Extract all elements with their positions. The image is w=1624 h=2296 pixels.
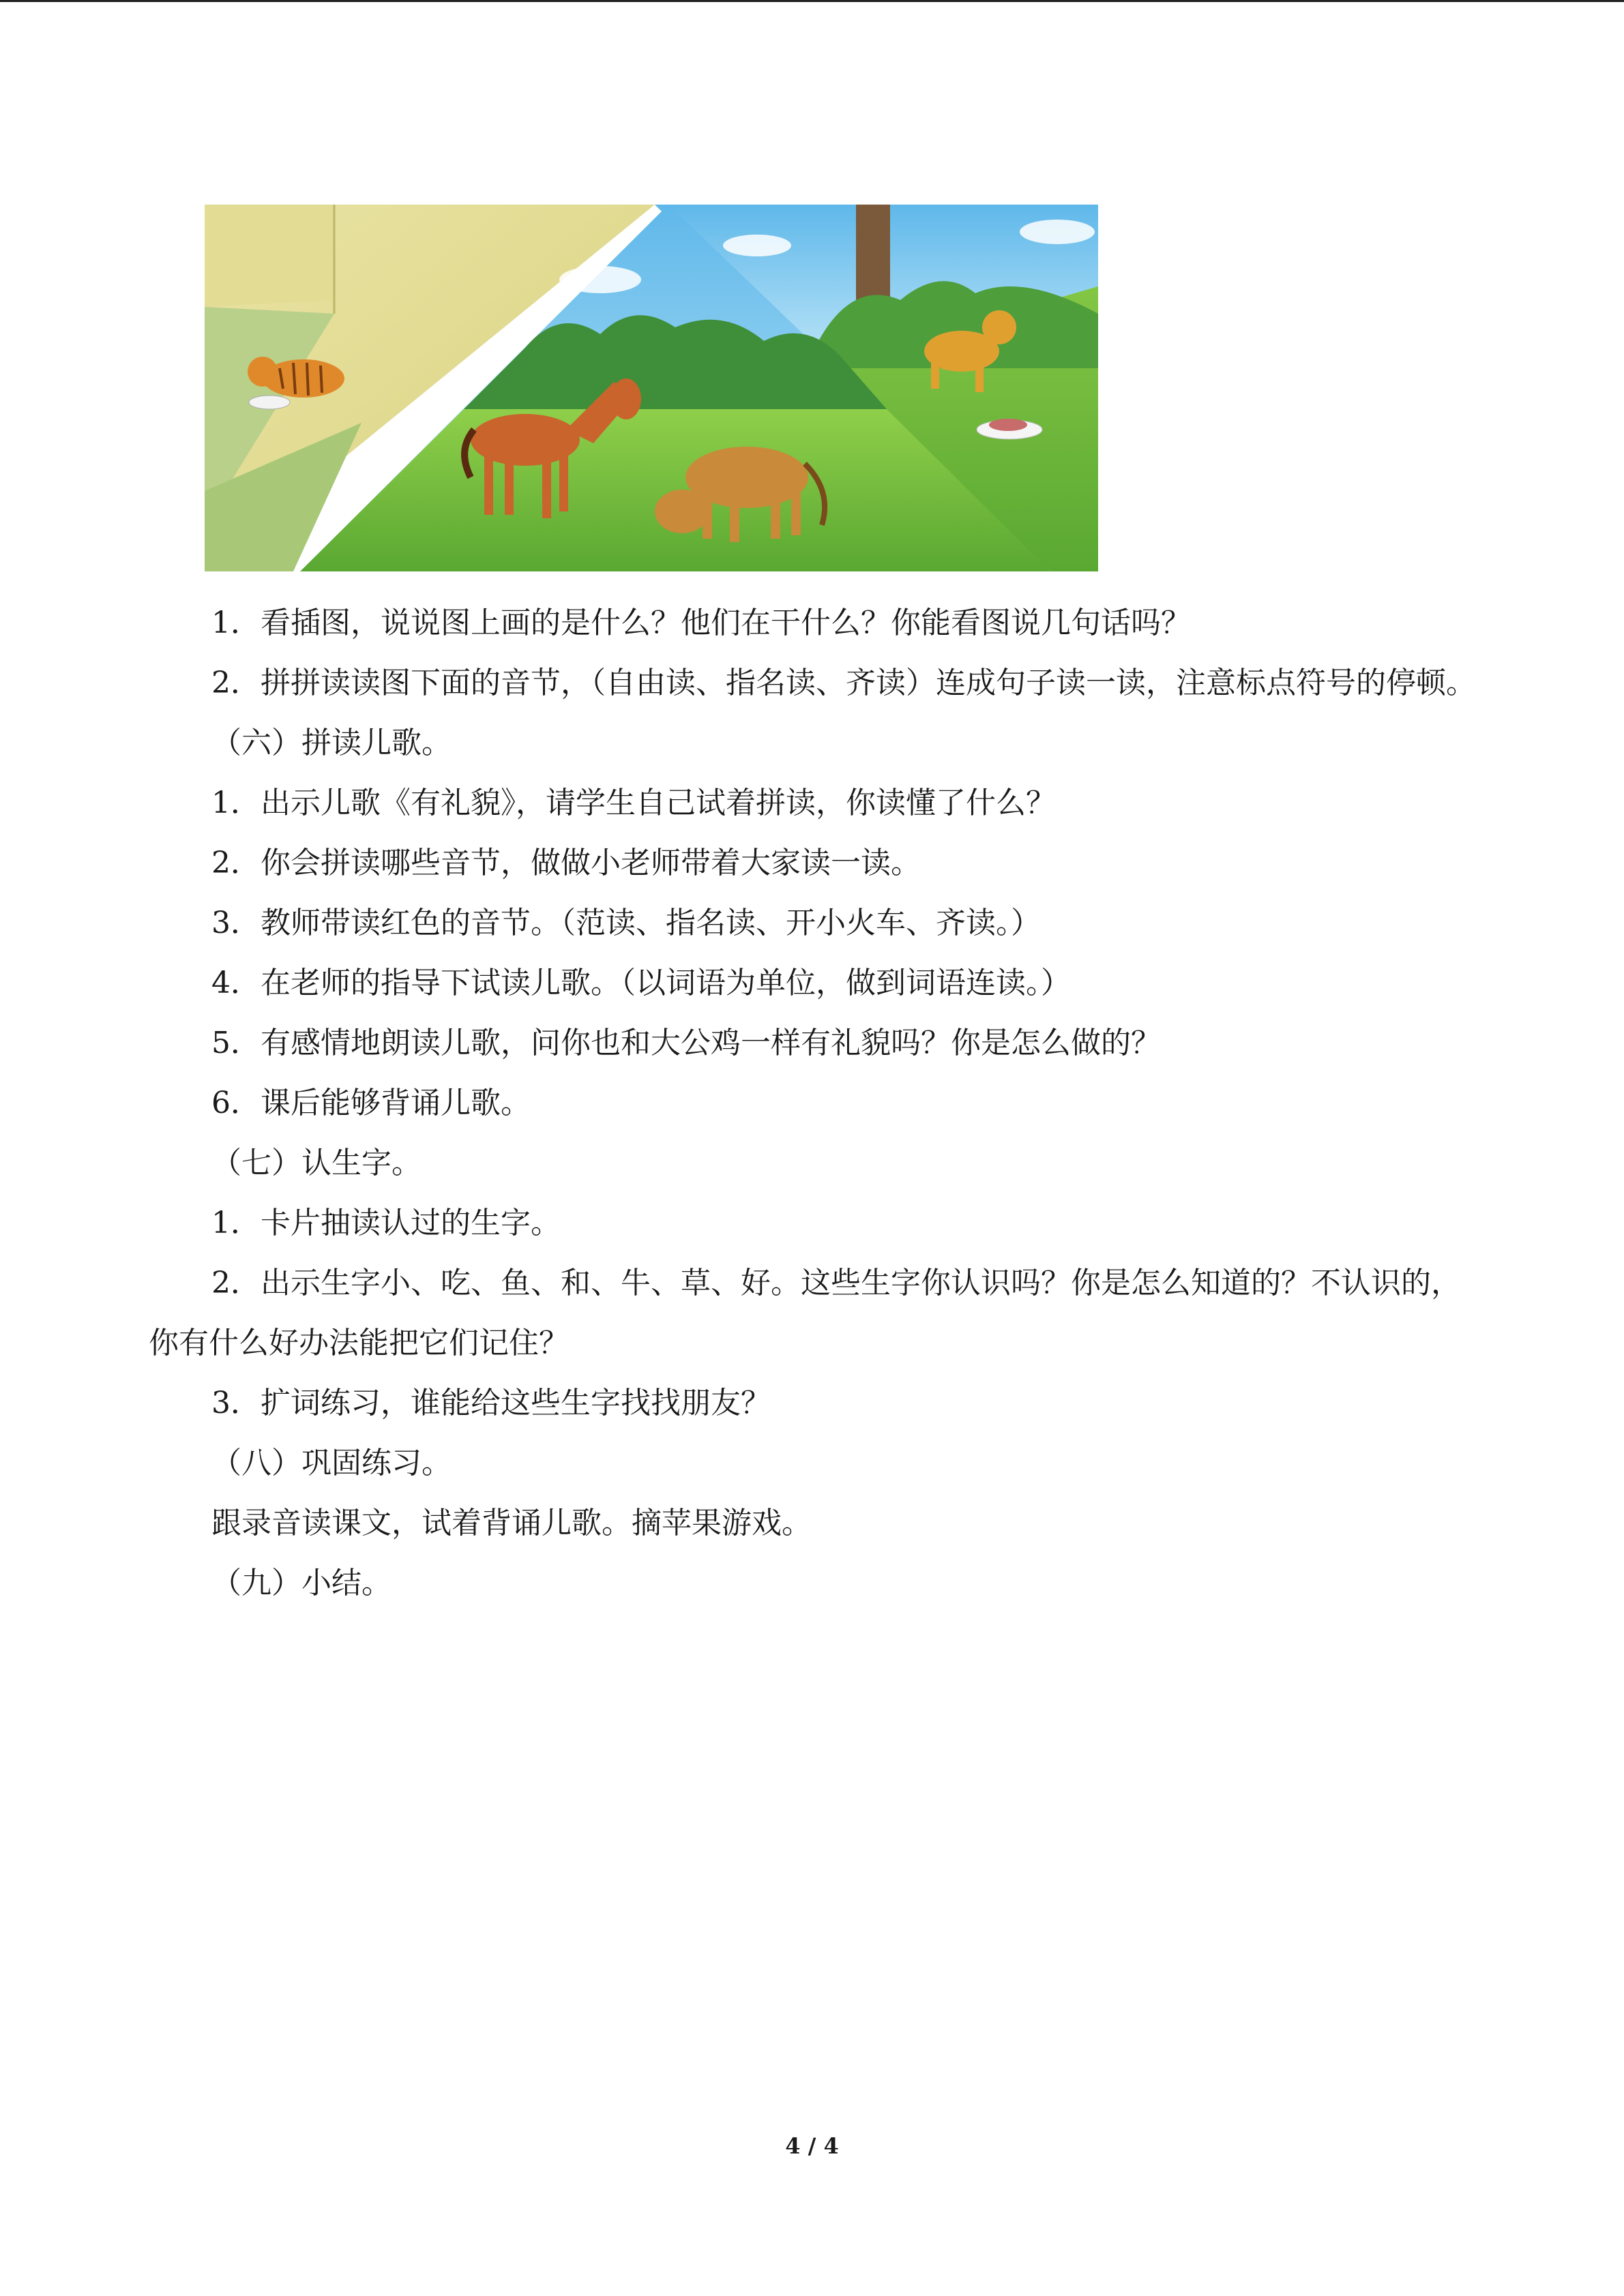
paragraph: 1．卡片抽读认过的生字。 xyxy=(211,1206,561,1240)
paragraph: 2．拼拼读读图下面的音节，（自由读、指名读、齐读）连成句子读一读，注意标点符号的停顿。 xyxy=(211,666,1476,700)
paragraph: 2．出示生字小、吃、鱼、和、牛、草、好。这些生字你认识吗？你是怎么知道的？不认识的，你有什么好办法能把它们记住？ xyxy=(149,1266,1461,1360)
textbook-illustration xyxy=(205,205,1098,571)
paragraph: 2．你会拼读哪些音节，做做小老师带着大家读一读。 xyxy=(211,846,921,880)
section-heading: （九）小结。 xyxy=(211,1566,392,1600)
section-heading: （八）巩固练习。 xyxy=(211,1446,452,1480)
paragraph: 5．有感情地朗读儿歌，问你也和大公鸡一样有礼貌吗？你是怎么做的？ xyxy=(211,1026,1161,1060)
animals-scene-image xyxy=(205,205,1098,571)
paragraph: 3．扩词练习，谁能给这些生字找找朋友？ xyxy=(211,1386,771,1420)
section-heading: （七）认生字。 xyxy=(211,1146,422,1180)
paragraph: 6．课后能够背诵儿歌。 xyxy=(211,1086,531,1120)
page-number: 4 / 4 xyxy=(785,2133,839,2159)
paragraph: 3．教师带读红色的音节。（范读、指名读、开小火车、齐读。） xyxy=(211,906,1041,940)
paragraph: 1．出示儿歌《有礼貌》，请学生自己试着拼读，你读懂了什么？ xyxy=(211,786,1056,820)
document-body xyxy=(149,593,1486,1613)
paragraph: 1．看插图，说说图上画的是什么？他们在干什么？你能看图说几句话吗？ xyxy=(211,606,1191,640)
top-border-line xyxy=(0,0,1624,2)
paragraph: 4．在老师的指导下试读儿歌。（以词语为单位，做到词语连读。） xyxy=(211,966,1071,1000)
paragraph: 跟录音读课文，试着背诵儿歌。摘苹果游戏。 xyxy=(211,1506,812,1540)
section-heading: （六）拼读儿歌。 xyxy=(211,726,452,760)
